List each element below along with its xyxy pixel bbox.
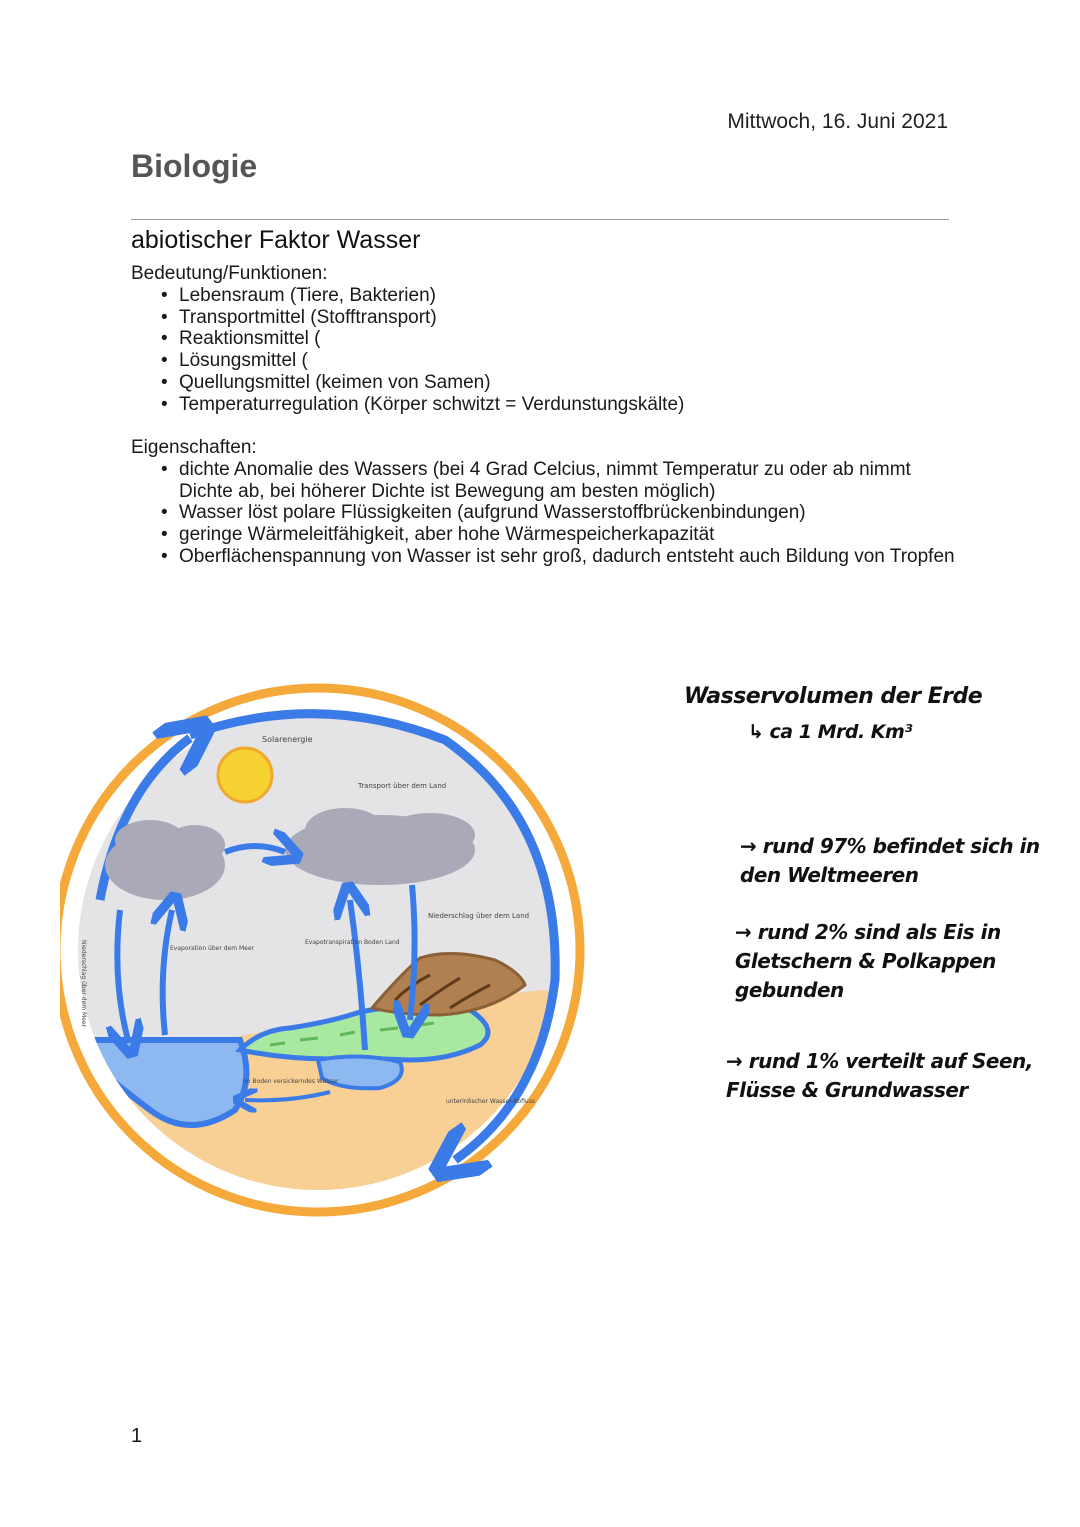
page-number: 1 xyxy=(131,1425,143,1447)
notes-fact-2: → rund 2% sind als Eis in Gletschern & Polkappen gebunden xyxy=(735,920,1001,1002)
sun xyxy=(218,748,272,802)
label-sun: Solarenergie xyxy=(262,735,313,744)
bedeutung-list xyxy=(131,285,961,416)
label-precip-land: Niederschlag über dem Land xyxy=(428,912,530,920)
label-transport: Transport über dem Land xyxy=(358,782,447,790)
notes-volume: ↳ ca 1 Mrd. Km³ xyxy=(748,721,913,743)
notes-fact-3: → rund 1% verteilt auf Seen, Flüsse & Grundwasser xyxy=(726,1049,1033,1102)
list-item: • Quellungsmittel (keimen von Samen) xyxy=(131,372,961,394)
date: Mittwoch, 16. Juni 2021 xyxy=(727,110,948,133)
subject-title: Biologie xyxy=(131,148,258,184)
list-item: • geringe Wärmeleitfähigkeit, aber hohe Wärmespeicherkapazität xyxy=(131,524,961,546)
notes-fact-1: → rund 97% befindet sich in den Weltmeeren xyxy=(740,834,1040,887)
divider xyxy=(131,219,949,220)
list-item: • Reaktionsmittel ( xyxy=(131,328,961,350)
list-item: • Lebensraum (Tiere, Bakterien) xyxy=(131,285,961,307)
list-item: • Lösungsmittel ( xyxy=(131,350,961,372)
list-item: • Transportmittel (Stofftransport) xyxy=(131,307,961,329)
list-item: • Temperaturregulation (Körper schwitzt = Verdunstungskälte) xyxy=(131,394,961,416)
list-item: • Oberflächenspannung von Wasser ist sehr groß, dadurch entsteht auch Bildung von Tropfen xyxy=(131,546,961,568)
eigenschaften-heading: Eigenschaften: xyxy=(131,437,257,458)
label-evap-sea: Evaporation über dem Meer xyxy=(170,945,254,952)
topic-heading: abiotischer Faktor Wasser xyxy=(131,226,421,254)
label-evap-land: Evapotranspiration Boden Land xyxy=(305,939,400,946)
eigenschaften-section xyxy=(131,437,961,568)
label-precip-sea: Niederschlag über dem Meer xyxy=(80,940,87,1028)
label-groundwater: im Boden versickerndes Wasser xyxy=(243,1078,339,1085)
label-runoff: unterirdischer Wasser-Abfluss xyxy=(446,1098,535,1105)
cloud-right xyxy=(285,808,475,885)
list-item: • dichte Anomalie des Wassers (bei 4 Grad Celcius, nimmt Temperatur zu oder ab nimmt Dichte ab, bei höherer Dichte ist Bewegung am besten möglich) xyxy=(131,459,961,503)
notes-title: Wasservolumen der Erde xyxy=(684,684,983,709)
bedeutung-heading: Bedeutung/Funktionen: xyxy=(131,263,328,284)
cloud-left xyxy=(105,820,225,900)
bedeutung-section xyxy=(131,263,961,416)
water-cycle-diagram xyxy=(60,668,590,1228)
eigenschaften-list xyxy=(131,459,961,568)
list-item: • Wasser löst polare Flüssigkeiten (aufgrund Wasserstoffbrückenbindungen) xyxy=(131,502,961,524)
